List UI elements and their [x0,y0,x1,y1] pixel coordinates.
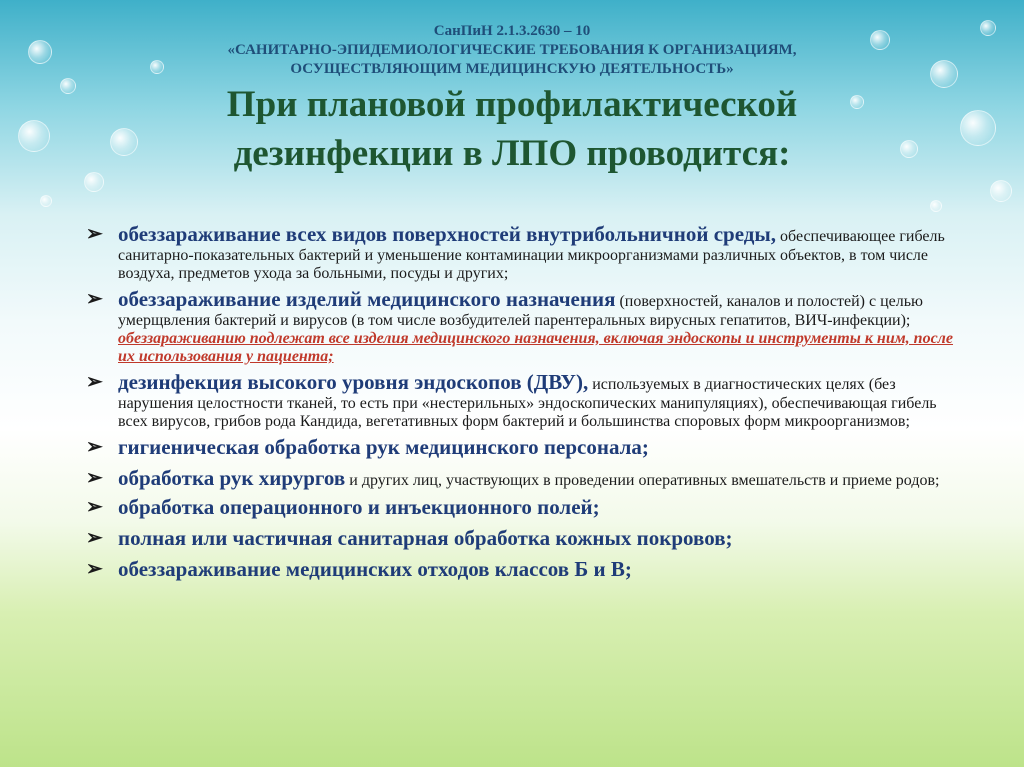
list-item [84,526,962,551]
sanpin-code: СанПиН 2.1.3.2630 – 10 [433,23,591,39]
item-heading: обеззараживание всех видов поверхностей внутрибольничной среды, [118,222,777,246]
arrow-bullet-icon: ➢ [86,558,103,580]
slide-title-line2: дезинфекции в ЛПО проводится: [233,133,791,174]
item-description: обеспечивающее гибель санитарно-показательных бактерий и уменьшение контаминации микроорганизмами различных объектов, в том числе воздуха, предметов ухода за больными, посуды и других; [118,228,945,282]
document-title-line2: ОСУЩЕСТВЛЯЮЩИМ МЕДИЦИНСКУЮ ДЕЯТЕЛЬНОСТЬ» [290,61,734,77]
disinfection-list [84,222,962,588]
bubble [40,195,52,207]
item-heading: гигиеническая обработка рук медицинского персонала; [118,435,649,459]
bubble [990,180,1012,202]
item-heading: обеззараживание медицинских отходов классов Б и В; [118,557,632,581]
item-heading: обработка рук хирургов [118,466,346,490]
highlighted-requirement: обеззараживанию подлежат все изделия медицинского назначения, включая эндоскопы и инструменты к ним, после их использования у пациента; [118,330,953,365]
item-description: используемых в диагностических целях (без нарушения целостности тканей, то есть при «нестерильных» эндоскопических манипуляциях), обеспечивающая гибель всех вирусов, грибов рода Кандида, вегетативных форм бактерий и большинства споровых форм микроорганизмов; [118,376,937,430]
list-item [84,466,962,491]
item-heading: обработка операционного и инъекционного полей; [118,495,600,519]
arrow-bullet-icon: ➢ [86,527,103,549]
list-item [84,557,962,582]
list-item [84,222,962,283]
arrow-bullet-icon: ➢ [86,436,103,458]
slide-title-line1: При плановой профилактической [226,84,798,125]
item-heading: полная или частичная санитарная обработка кожных покровов; [118,526,733,550]
item-heading: дезинфекция высокого уровня эндоскопов (ДВУ), [118,370,589,394]
arrow-bullet-icon: ➢ [86,223,103,245]
arrow-bullet-icon: ➢ [86,288,103,310]
item-heading: обеззараживание изделий медицинского назначения [118,287,616,311]
item-description: (поверхностей, каналов и полостей) с целью умерщвления бактерий и вирусов (в том числе возбудителей парентеральных вирусных гепатитов, ВИЧ-инфекции); [118,293,923,329]
list-item [84,495,962,520]
bubble [930,200,942,212]
list-item [84,435,962,460]
arrow-bullet-icon: ➢ [86,467,103,489]
list-item [84,370,962,431]
arrow-bullet-icon: ➢ [86,371,103,393]
list-item [84,287,962,366]
arrow-bullet-icon: ➢ [86,496,103,518]
slide-header [0,22,1024,177]
item-description: и других лиц, участвующих в проведении оперативных вмешательств и приеме родов; [345,472,940,489]
document-title-line1: «САНИТАРНО-ЭПИДЕМИОЛОГИЧЕСКИЕ ТРЕБОВАНИЯ К ОРГАНИЗАЦИЯМ, [227,42,797,58]
